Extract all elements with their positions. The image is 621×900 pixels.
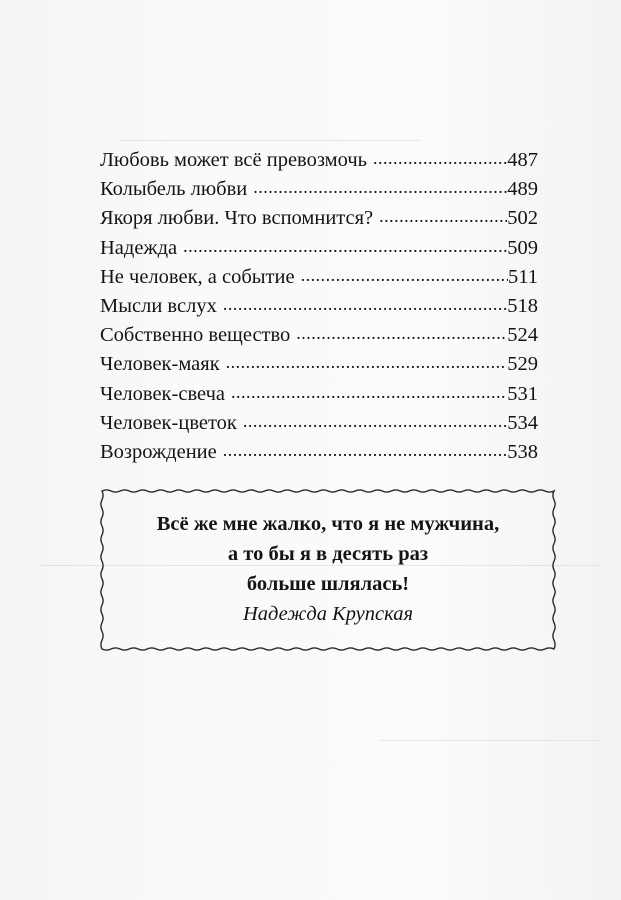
toc-entry-page: 534 <box>507 411 538 434</box>
toc-entry-title: Человек-маяк <box>100 353 220 376</box>
epigraph-author: Надежда Крупская <box>243 603 413 625</box>
toc-entry-page: 531 <box>507 382 538 405</box>
epigraph-box <box>98 487 558 653</box>
toc-entry <box>100 146 538 175</box>
toc-entry-title: Не человек, а событие <box>100 265 295 288</box>
toc-entry <box>100 292 538 321</box>
toc-entry-title: Любовь может всё превозмочь <box>100 149 367 171</box>
toc-entry <box>100 438 538 467</box>
epigraph-line: Всё же мне жалко, что я не мужчина, <box>156 513 500 535</box>
toc-leader-dots <box>296 321 507 341</box>
show-through-line <box>120 140 420 141</box>
toc-entry <box>100 321 538 350</box>
toc-leader-dots <box>301 263 508 283</box>
toc-entry-page: 518 <box>507 294 538 317</box>
toc-entry-title: Человек-цветок <box>100 411 237 434</box>
toc-leader-dots <box>183 234 507 254</box>
toc-leader-dots <box>226 350 508 370</box>
epigraph-line: больше шлялась! <box>246 573 410 595</box>
show-through-line <box>380 740 600 741</box>
epigraph-line: а то бы я в десять раз <box>227 543 429 565</box>
toc-entry-page: 538 <box>507 440 538 463</box>
toc-entry-title: Якоря любви. Что вспомнится? <box>100 207 374 230</box>
toc-entry <box>100 175 538 204</box>
toc-entry <box>100 234 538 263</box>
toc-leader-dots <box>253 175 507 195</box>
toc-entry-title: Колыбель любви <box>100 178 248 201</box>
toc-entry-title: Мысли вслух <box>100 294 217 317</box>
toc-leader-dots <box>379 204 507 224</box>
toc-entry <box>100 380 538 409</box>
toc-leader-dots <box>223 292 507 312</box>
toc-entry-page: 524 <box>507 324 538 347</box>
toc-leader-dots <box>243 409 507 429</box>
toc-entry <box>100 409 538 438</box>
toc-entry-page: 489 <box>507 178 538 201</box>
epigraph-text <box>108 509 548 629</box>
toc-entry <box>100 204 538 233</box>
toc-leader-dots <box>223 438 508 458</box>
toc-entry-title: Возрождение <box>100 440 217 463</box>
toc-entry-page: 487 <box>507 149 538 171</box>
toc-entry-title: Надежда <box>100 236 178 259</box>
toc-entry-page: 529 <box>507 353 538 376</box>
toc-entry <box>100 350 538 379</box>
toc-entry-page: 502 <box>507 207 538 230</box>
toc-entry <box>100 263 538 292</box>
toc-entry-page: 509 <box>507 236 538 259</box>
toc-entry-title: Человек-свеча <box>100 382 226 405</box>
toc-entry-page: 511 <box>508 265 538 288</box>
table-of-contents <box>100 146 538 467</box>
toc-leader-dots <box>231 380 507 400</box>
toc-leader-dots <box>373 146 507 166</box>
toc-entry-title: Собственно вещество <box>100 324 291 347</box>
